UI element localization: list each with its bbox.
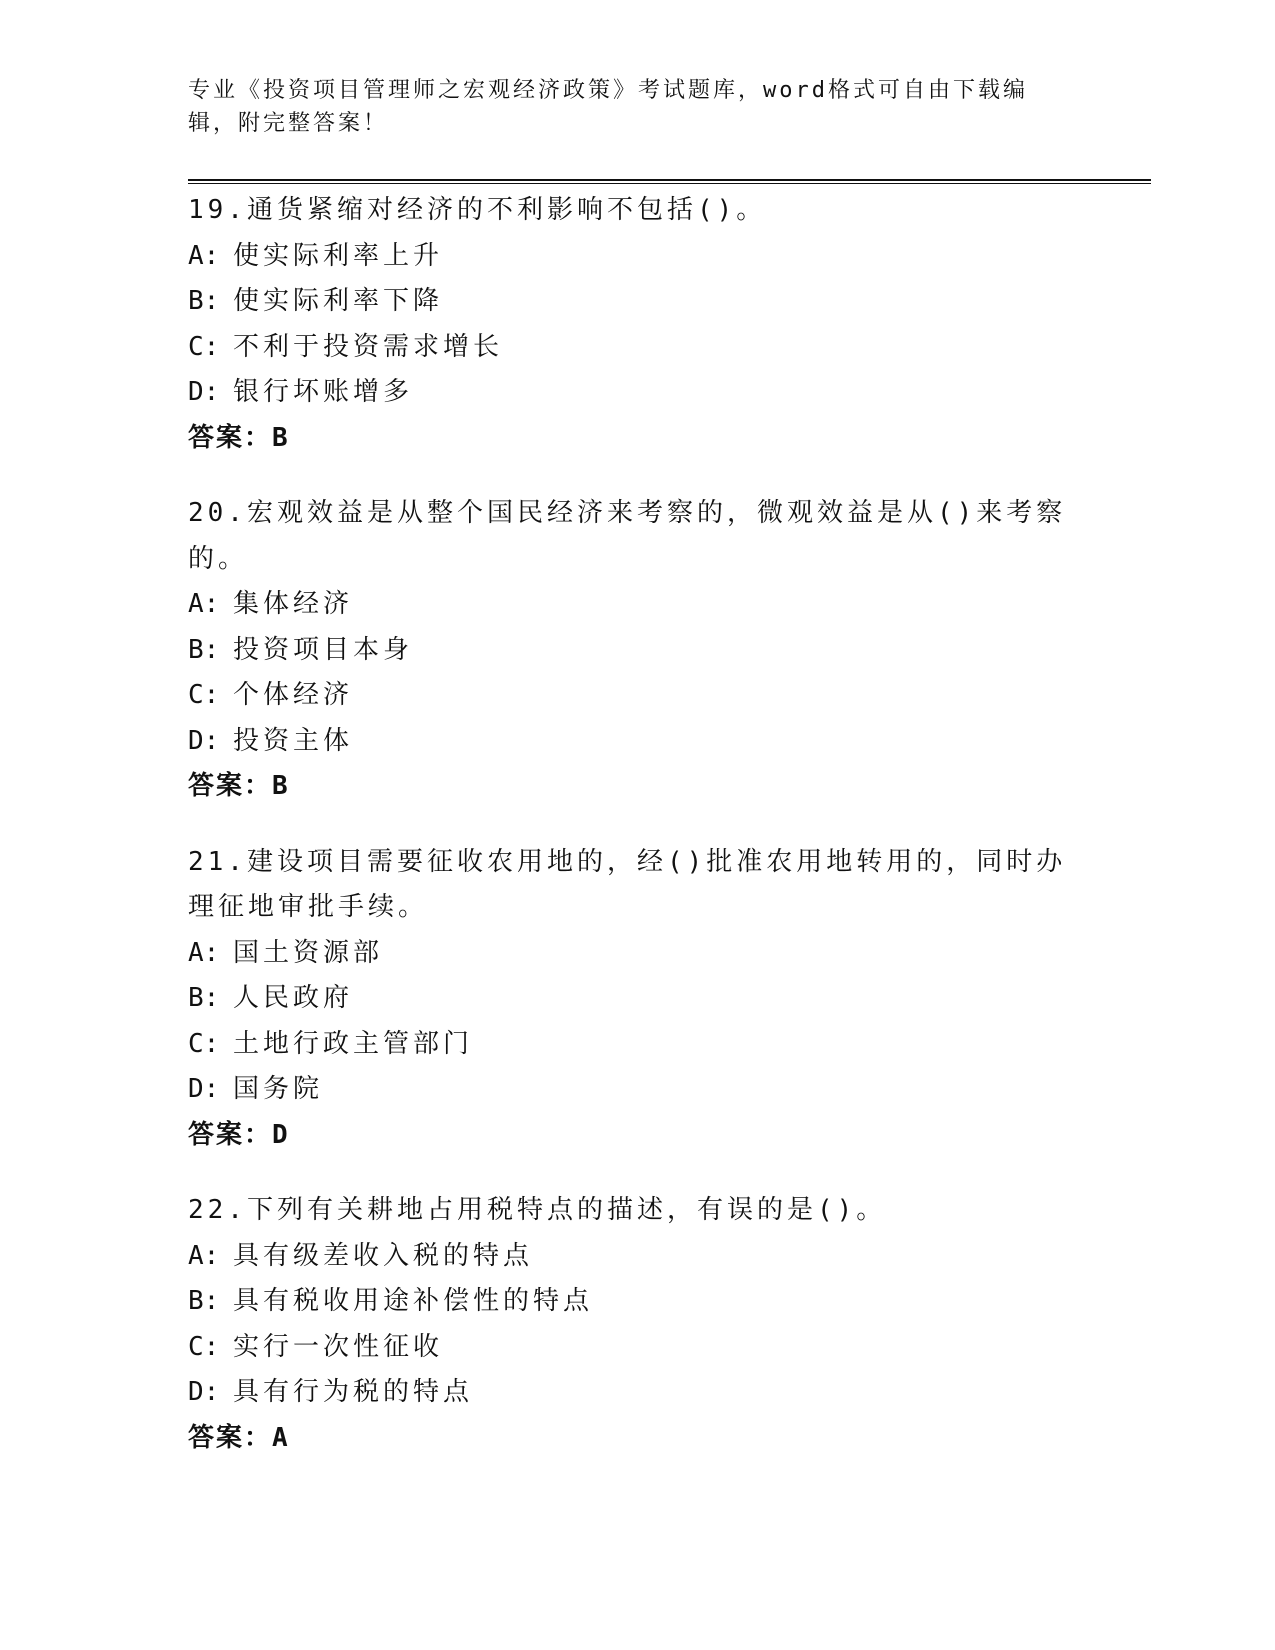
option-text: 人民政府 — [233, 983, 354, 1013]
option-text: 投资项目本身 — [233, 634, 414, 665]
question-list — [188, 188, 1088, 1491]
answer-line: 答案：A — [188, 1422, 290, 1453]
option-text: 实行一次性征收 — [233, 1331, 444, 1362]
option-text: 土地行政主管部门 — [233, 1028, 474, 1059]
header-divider-thin — [188, 183, 1151, 184]
question-21 — [188, 840, 1088, 1159]
option-text: 使实际利率下降 — [233, 286, 444, 316]
option-text: 个体经济 — [233, 680, 354, 710]
question-stem: 22.下列有关耕地占用税特点的描述，有误的是()。 — [188, 1195, 887, 1225]
option-letter: C: — [188, 1331, 220, 1362]
option-letter: B: — [188, 1286, 220, 1316]
option-b — [188, 279, 1088, 325]
option-letter: C: — [188, 680, 220, 710]
question-22 — [188, 1188, 1088, 1461]
option-b — [188, 1279, 1088, 1325]
question-stem: 21.建设项目需要征收农用地的，经()批准农用地转用的，同时办理征地审批手续。 — [188, 846, 1067, 922]
option-letter: D: — [188, 725, 220, 756]
question-19 — [188, 188, 1088, 461]
option-text: 投资主体 — [233, 725, 354, 756]
option-letter: A: — [188, 589, 220, 619]
option-c — [188, 1325, 1088, 1371]
option-text: 不利于投资需求增长 — [233, 331, 504, 362]
question-stem: 20.宏观效益是从整个国民经济来考察的，微观效益是从()来考察的。 — [188, 498, 1067, 574]
option-letter: A: — [188, 937, 220, 968]
option-letter: B: — [188, 983, 220, 1013]
option-text: 国务院 — [233, 1074, 324, 1104]
option-letter: A: — [188, 1240, 220, 1271]
option-c — [188, 325, 1088, 371]
option-d — [188, 1370, 1088, 1416]
option-d — [188, 370, 1088, 416]
option-text: 具有税收用途补偿性的特点 — [233, 1286, 594, 1316]
answer-line: 答案：B — [188, 422, 290, 453]
header-divider-thick — [188, 179, 1151, 181]
option-letter: D: — [188, 1377, 220, 1407]
option-c — [188, 1022, 1088, 1068]
option-a — [188, 234, 1088, 280]
question-stem: 19.通货紧缩对经济的不利影响不包括()。 — [188, 195, 767, 225]
option-text: 具有级差收入税的特点 — [233, 1240, 534, 1271]
option-text: 国土资源部 — [233, 937, 384, 968]
question-20 — [188, 491, 1088, 810]
option-letter: C: — [188, 1028, 220, 1059]
option-a — [188, 931, 1088, 977]
option-text: 银行坏账增多 — [233, 377, 414, 407]
option-c — [188, 673, 1088, 719]
answer-line: 答案：B — [188, 771, 290, 801]
option-letter: D: — [188, 1074, 220, 1104]
option-letter: B: — [188, 286, 220, 316]
option-d — [188, 719, 1088, 765]
document-header: 专业《投资项目管理师之宏观经济政策》考试题库，word格式可自由下载编辑，附完整答案！ — [188, 78, 1028, 136]
option-a — [188, 582, 1088, 628]
option-letter: D: — [188, 377, 220, 407]
option-text: 集体经济 — [233, 589, 354, 619]
option-text: 具有行为税的特点 — [233, 1377, 474, 1407]
option-b — [188, 628, 1088, 674]
option-letter: B: — [188, 634, 220, 665]
option-letter: C: — [188, 331, 220, 362]
answer-line: 答案：D — [188, 1119, 290, 1150]
option-letter: A: — [188, 240, 220, 271]
option-d — [188, 1067, 1088, 1113]
option-b — [188, 976, 1088, 1022]
option-a — [188, 1234, 1088, 1280]
option-text: 使实际利率上升 — [233, 240, 444, 271]
